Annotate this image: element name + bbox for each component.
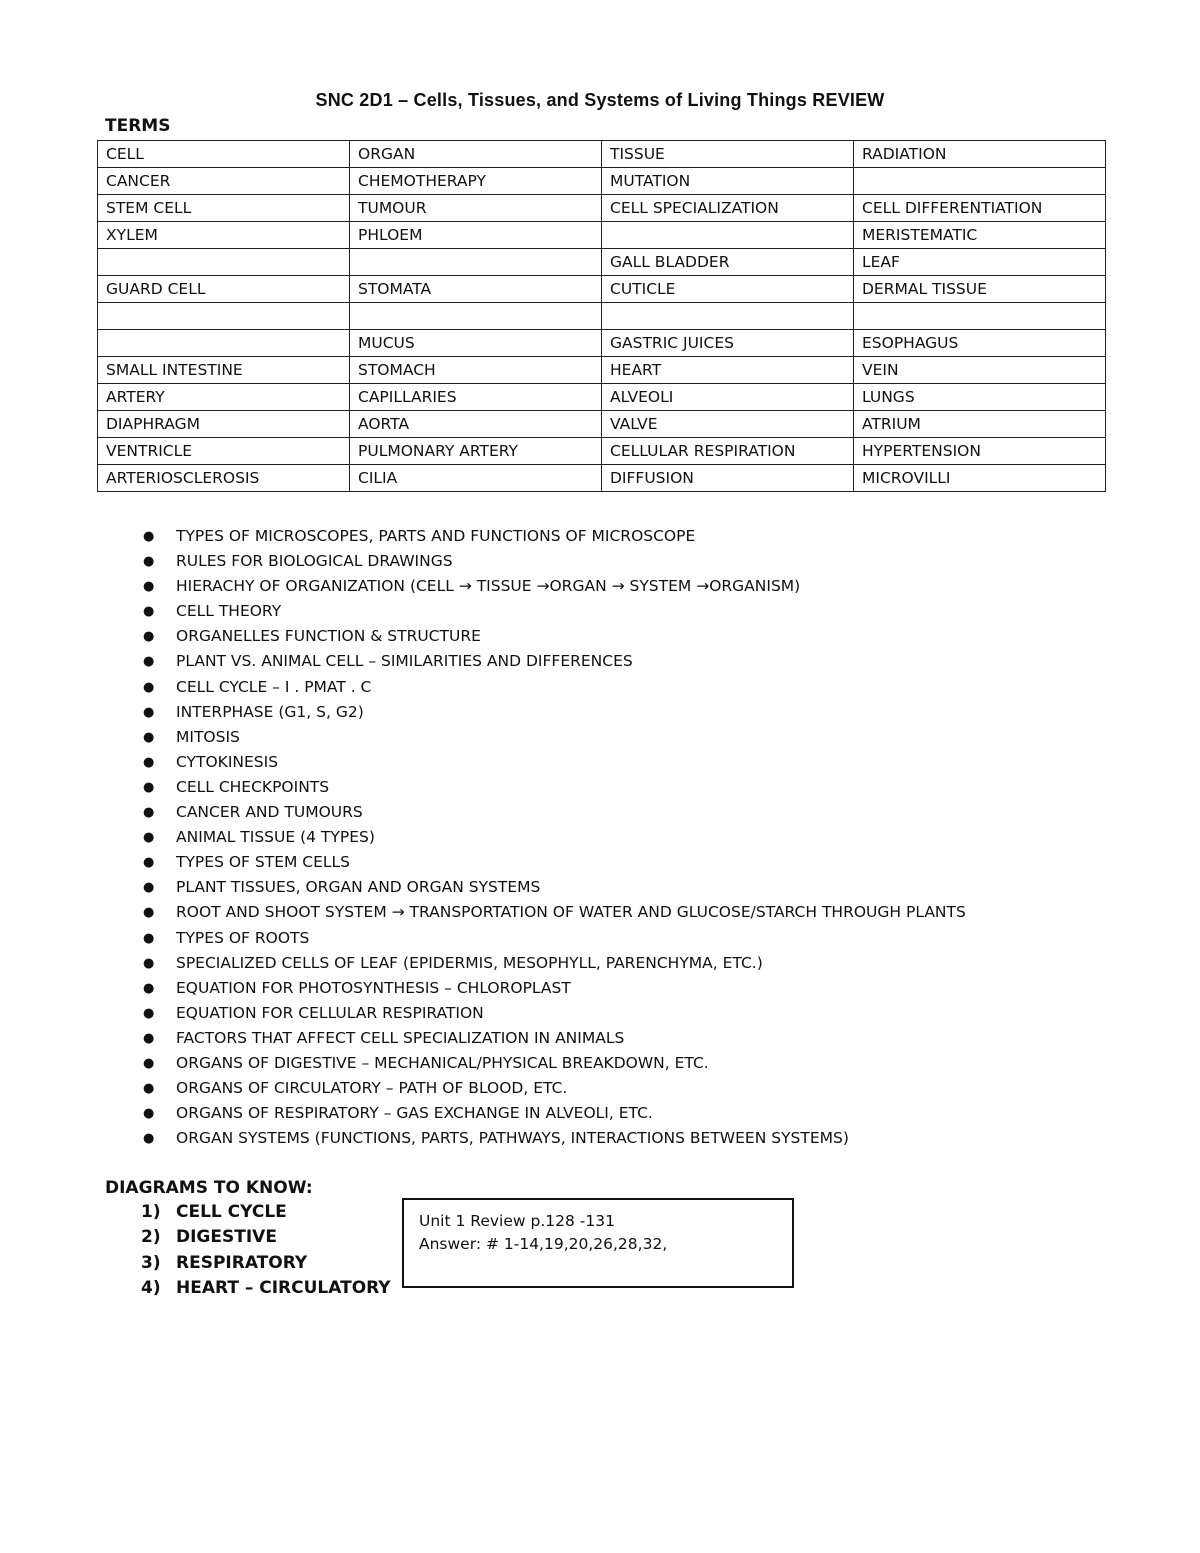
- table-row: [98, 384, 1106, 411]
- list-item: [0, 800, 1200, 825]
- term-cell: STEM CELL: [98, 195, 350, 222]
- bullet-icon: ●: [143, 955, 155, 971]
- diagram-number: 3): [141, 1252, 161, 1273]
- table-row: [98, 411, 1106, 438]
- term-cell: [350, 249, 602, 276]
- term-cell: VALVE: [602, 411, 854, 438]
- term-cell: PHLOEM: [350, 222, 602, 249]
- term-cell: VENTRICLE: [98, 438, 350, 465]
- topic-text: MITOSIS: [176, 727, 240, 746]
- list-item: [0, 1126, 1200, 1151]
- term-cell: STOMATA: [350, 276, 602, 303]
- topic-text: ORGANS OF RESPIRATORY – GAS EXCHANGE IN ALVEOLI, ETC.: [176, 1104, 653, 1123]
- topic-text: CANCER AND TUMOURS: [176, 803, 363, 822]
- term-cell: ORGAN: [350, 141, 602, 168]
- diagram-label: CELL CYCLE: [176, 1202, 287, 1222]
- bullet-icon: ●: [143, 629, 155, 645]
- list-item: [0, 524, 1200, 549]
- terms-heading: TERMS: [105, 116, 171, 136]
- term-cell: [98, 249, 350, 276]
- bullet-icon: ●: [143, 1055, 155, 1071]
- term-cell: GASTRIC JUICES: [602, 330, 854, 357]
- bullet-icon: ●: [143, 1005, 155, 1021]
- topic-text: ROOT AND SHOOT SYSTEM → TRANSPORTATION OF WATER AND GLUCOSE/STARCH THROUGH PLANTS: [176, 903, 966, 922]
- topic-text: RULES FOR BIOLOGICAL DRAWINGS: [176, 552, 453, 571]
- table-row: [98, 465, 1106, 492]
- table-row: [98, 438, 1106, 465]
- bullet-icon: ●: [143, 905, 155, 921]
- diagram-number: 4): [141, 1277, 161, 1298]
- term-cell: MERISTEMATIC: [854, 222, 1106, 249]
- topic-text: EQUATION FOR PHOTOSYNTHESIS – CHLOROPLAST: [176, 978, 571, 997]
- bullet-icon: ●: [143, 830, 155, 846]
- diagram-label: HEART – CIRCULATORY: [176, 1277, 391, 1298]
- bullet-icon: ●: [143, 980, 155, 996]
- list-item: [0, 1076, 1200, 1101]
- table-row: [98, 330, 1106, 357]
- table-row: [98, 276, 1106, 303]
- topic-text: CELL CHECKPOINTS: [176, 777, 330, 796]
- list-item: [0, 624, 1200, 649]
- bullet-icon: ●: [143, 1106, 155, 1122]
- bullet-icon: ●: [143, 604, 155, 620]
- topic-text: ORGANS OF DIGESTIVE – MECHANICAL/PHYSICAL BREAKDOWN, ETC.: [176, 1053, 709, 1072]
- term-cell: DIFFUSION: [602, 465, 854, 492]
- topic-text: ORGANS OF CIRCULATORY – PATH OF BLOOD, ETC.: [176, 1079, 568, 1098]
- review-pages-text: Unit 1 Review p.128 -131: [419, 1212, 615, 1230]
- topic-text: EQUATION FOR CELLULAR RESPIRATION: [176, 1003, 484, 1022]
- bullet-icon: ●: [143, 679, 155, 695]
- topic-text: CYTOKINESIS: [176, 752, 279, 771]
- diagram-number: 1): [141, 1202, 161, 1222]
- diagram-item: [0, 1200, 391, 1225]
- list-item: [0, 825, 1200, 850]
- term-cell: CELL DIFFERENTIATION: [854, 195, 1106, 222]
- list-item: [0, 725, 1200, 750]
- bullet-icon: ●: [143, 704, 155, 720]
- term-cell: CANCER: [98, 168, 350, 195]
- table-row: [98, 222, 1106, 249]
- term-cell: CUTICLE: [602, 276, 854, 303]
- bullet-icon: ●: [143, 1081, 155, 1097]
- term-cell: [854, 168, 1106, 195]
- table-row: [98, 303, 1106, 330]
- bullet-icon: ●: [143, 729, 155, 745]
- term-cell: CELL: [98, 141, 350, 168]
- list-item: [0, 900, 1200, 925]
- bullet-icon: ●: [143, 654, 155, 670]
- term-cell: ARTERY: [98, 384, 350, 411]
- page-title: SNC 2D1 – Cells, Tissues, and Systems of Living Things REVIEW: [315, 90, 885, 110]
- term-cell: RADIATION: [854, 141, 1106, 168]
- topic-text: SPECIALIZED CELLS OF LEAF (EPIDERMIS, MESOPHYLL, PARENCHYMA, ETC.): [176, 953, 763, 972]
- term-cell: [602, 303, 854, 330]
- table-row: [98, 249, 1106, 276]
- topic-text: TYPES OF STEM CELLS: [176, 853, 351, 872]
- topic-text: FACTORS THAT AFFECT CELL SPECIALIZATION IN ANIMALS: [176, 1028, 625, 1047]
- bullet-icon: ●: [143, 1131, 155, 1147]
- list-item: [0, 675, 1200, 700]
- table-row: [98, 195, 1106, 222]
- topic-text: TYPES OF MICROSCOPES, PARTS AND FUNCTIONS OF MICROSCOPE: [176, 527, 696, 545]
- term-cell: CHEMOTHERAPY: [350, 168, 602, 195]
- term-cell: ATRIUM: [854, 411, 1106, 438]
- bullet-icon: ●: [143, 805, 155, 821]
- term-cell: [98, 330, 350, 357]
- term-cell: LEAF: [854, 249, 1106, 276]
- term-cell: CAPILLARIES: [350, 384, 602, 411]
- table-row: [98, 141, 1106, 168]
- term-cell: ARTERIOSCLEROSIS: [98, 465, 350, 492]
- topic-text: TYPES OF ROOTS: [176, 928, 310, 947]
- list-item: [0, 649, 1200, 674]
- term-cell: ALVEOLI: [602, 384, 854, 411]
- list-item: [0, 976, 1200, 1001]
- term-cell: VEIN: [854, 357, 1106, 384]
- list-item: [0, 1051, 1200, 1076]
- list-item: [0, 1101, 1200, 1126]
- list-item: [0, 574, 1200, 599]
- bullet-icon: ●: [143, 1030, 155, 1046]
- unit-review-box: [402, 1198, 794, 1288]
- term-cell: AORTA: [350, 411, 602, 438]
- list-item: [0, 599, 1200, 624]
- term-cell: [350, 303, 602, 330]
- term-cell: [98, 303, 350, 330]
- review-answers-text: Answer: # 1-14,19,20,26,28,32,: [419, 1235, 668, 1253]
- topic-text: INTERPHASE (G1, S, G2): [176, 702, 364, 721]
- list-item: [0, 750, 1200, 775]
- term-cell: CELLULAR RESPIRATION: [602, 438, 854, 465]
- topic-text: ANIMAL TISSUE (4 TYPES): [176, 828, 375, 847]
- list-item: [0, 775, 1200, 800]
- bullet-icon: ●: [143, 529, 155, 544]
- diagram-label: RESPIRATORY: [176, 1252, 308, 1273]
- table-row: [98, 168, 1106, 195]
- term-cell: HYPERTENSION: [854, 438, 1106, 465]
- term-cell: MUCUS: [350, 330, 602, 357]
- term-cell: MUTATION: [602, 168, 854, 195]
- diagrams-list: [0, 1200, 391, 1301]
- topic-text: PLANT VS. ANIMAL CELL – SIMILARITIES AND DIFFERENCES: [176, 652, 633, 671]
- term-cell: TISSUE: [602, 141, 854, 168]
- bullet-icon: ●: [143, 779, 155, 795]
- list-item: [0, 850, 1200, 875]
- list-item: [0, 1001, 1200, 1026]
- list-item: [0, 926, 1200, 951]
- term-cell: [602, 222, 854, 249]
- topic-text: CELL CYCLE – I . PMAT . C: [176, 677, 372, 696]
- diagram-number: 2): [141, 1227, 161, 1248]
- diagram-label: DIGESTIVE: [176, 1227, 277, 1248]
- term-cell: PULMONARY ARTERY: [350, 438, 602, 465]
- diagram-item: [0, 1251, 391, 1276]
- terms-table: [97, 140, 1106, 492]
- term-cell: MICROVILLI: [854, 465, 1106, 492]
- term-cell: XYLEM: [98, 222, 350, 249]
- term-cell: HEART: [602, 357, 854, 384]
- topic-text: PLANT TISSUES, ORGAN AND ORGAN SYSTEMS: [176, 878, 541, 897]
- term-cell: STOMACH: [350, 357, 602, 384]
- term-cell: GUARD CELL: [98, 276, 350, 303]
- topic-text: CELL THEORY: [176, 602, 282, 621]
- term-cell: GALL BLADDER: [602, 249, 854, 276]
- diagrams-heading: DIAGRAMS TO KNOW:: [105, 1178, 313, 1198]
- term-cell: [854, 303, 1106, 330]
- term-cell: ESOPHAGUS: [854, 330, 1106, 357]
- list-item: [0, 951, 1200, 976]
- bullet-icon: ●: [143, 855, 155, 871]
- list-item: [0, 875, 1200, 900]
- list-item: [0, 1026, 1200, 1051]
- topic-text: ORGANELLES FUNCTION & STRUCTURE: [176, 627, 481, 646]
- bullet-icon: ●: [143, 930, 155, 946]
- term-cell: LUNGS: [854, 384, 1106, 411]
- term-cell: CILIA: [350, 465, 602, 492]
- diagram-item: [0, 1276, 391, 1301]
- term-cell: SMALL INTESTINE: [98, 357, 350, 384]
- list-item: [0, 549, 1200, 574]
- terms-table-body: [98, 141, 1106, 492]
- bullet-icon: ●: [143, 754, 155, 770]
- review-topics-list: [0, 524, 1200, 1151]
- list-item: [0, 700, 1200, 725]
- topic-text: HIERACHY OF ORGANIZATION (CELL → TISSUE →ORGAN → SYSTEM →ORGANISM): [176, 577, 801, 596]
- topic-text: ORGAN SYSTEMS (FUNCTIONS, PARTS, PATHWAYS, INTERACTIONS BETWEEN SYSTEMS): [176, 1129, 849, 1148]
- term-cell: DERMAL TISSUE: [854, 276, 1106, 303]
- diagram-item: [0, 1225, 391, 1250]
- term-cell: TUMOUR: [350, 195, 602, 222]
- term-cell: CELL SPECIALIZATION: [602, 195, 854, 222]
- bullet-icon: ●: [143, 880, 155, 896]
- table-row: [98, 357, 1106, 384]
- bullet-icon: ●: [143, 554, 155, 570]
- bullet-icon: ●: [143, 579, 155, 595]
- term-cell: DIAPHRAGM: [98, 411, 350, 438]
